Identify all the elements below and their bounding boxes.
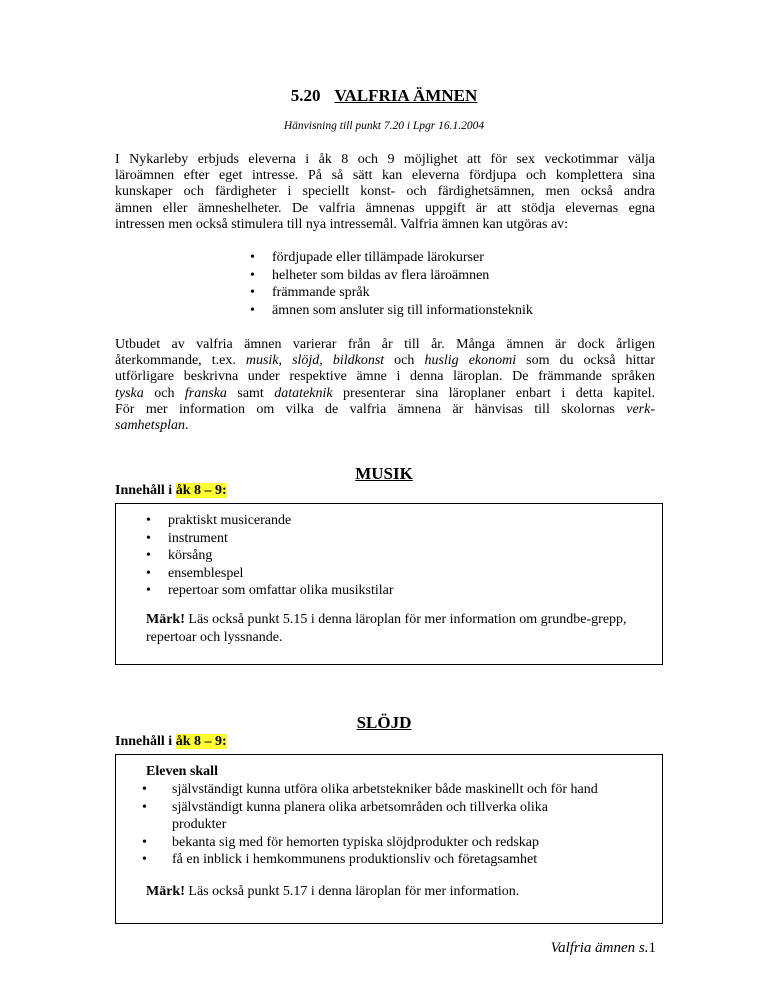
page-title (0, 86, 768, 106)
subject-type-list (250, 249, 533, 319)
musik-note: Märk! Läs också punkt 5.15 i denna läroplan för mer information om grundbe-grepp, repertoar och lyssnande. (146, 612, 627, 645)
slojd-list (142, 781, 642, 869)
slojd-intro: Eleven skall (146, 764, 218, 779)
musik-content-label: Innehåll i åk 8 – 9: (115, 483, 227, 498)
list-item: • få en inblick i hemkommunens produktionsliv och företagsamhet (142, 851, 642, 869)
offer-line: återkommande, t.ex. musik, slöjd, bildkonst och huslig ekonomi som du också hittar (115, 353, 656, 369)
list-item: • repertoar som omfattar olika musikstilar (146, 582, 394, 600)
intro-line: I Nykarleby erbjuds eleverna i åk 8 och 9 möjlighet att för sex veckotimmar välja (115, 152, 655, 167)
slojd-note: Märk! Läs också punkt 5.17 i denna läroplan för mer information. (146, 884, 520, 899)
list-item: • körsång (146, 547, 394, 565)
list-item: • ensemblespel (146, 565, 394, 583)
list-item: • självständigt kunna utföra olika arbetstekniker både maskinellt och för hand (142, 781, 642, 799)
intro-line: läroämnen efter eget intresse. På så sätt kan eleverna fördjupa och komplettera sina (115, 168, 655, 184)
reference-note: Hänvisning till punkt 7.20 i Lpgr 16.1.2004 (283, 120, 485, 132)
intro-line: ämnen eller ämneshelheter. De valfria ämnenas uppgift är att stödja elevernas egna (115, 200, 655, 216)
intro-paragraph (115, 152, 655, 233)
offer-paragraph (115, 337, 655, 434)
musik-heading: MUSIK (355, 464, 413, 483)
list-item: • praktiskt musicerande (146, 512, 394, 530)
list-item: • ämnen som ansluter sig till informationsteknik (250, 302, 533, 320)
section-number: 5.20 (290, 86, 321, 105)
page-footer (0, 940, 656, 957)
list-item: • instrument (146, 530, 394, 548)
offer-line: tyska och franska samt datateknik presenterar sina läroplaner enbart i detta kapitel. (115, 385, 655, 401)
offer-line: Utbudet av valfria ämnen varierar från år till år. Många ämnen är dock årligen (115, 337, 655, 352)
list-item: • fördjupade eller tillämpade lärokurser (250, 249, 533, 267)
grade-highlight: åk 8 – 9: (175, 483, 227, 498)
offer-line: samhetsplan. (115, 418, 189, 434)
list-item: • helheter som bildas av flera läroämnen (250, 267, 533, 285)
page-number: 1 (648, 940, 656, 956)
musik-list (146, 512, 394, 600)
intro-line: kunskaper och färdigheter i speciellt konst- och färdighetsämnen, men också andra (115, 184, 655, 200)
offer-line: utförligare beskrivna under respektive ämne i denna läroplan. De främmande språken (115, 369, 655, 385)
section-title: VALFRIA ÄMNEN (334, 86, 478, 105)
offer-line: För mer information om vilka de valfria ämnena är hänvisas till skolornas verk- (115, 401, 655, 417)
slojd-content-label: Innehåll i åk 8 – 9: (115, 734, 227, 749)
intro-line: intressen men också stimulera till nya intressemål. Valfria ämnen kan utgöras av: (115, 216, 569, 232)
slojd-content-box (115, 754, 663, 924)
list-item: • bekanta sig med för hemorten typiska slöjdprodukter och redskap (142, 834, 642, 852)
slojd-heading: SLÖJD (356, 713, 412, 732)
footer-label: Valfria ämnen s. (550, 940, 649, 956)
list-item: • främmande språk (250, 284, 533, 302)
grade-highlight: åk 8 – 9: (175, 734, 227, 749)
list-item: • självständigt kunna planera olika arbetsområden och tillverka olika produkter (142, 799, 642, 834)
musik-content-box (115, 503, 663, 665)
